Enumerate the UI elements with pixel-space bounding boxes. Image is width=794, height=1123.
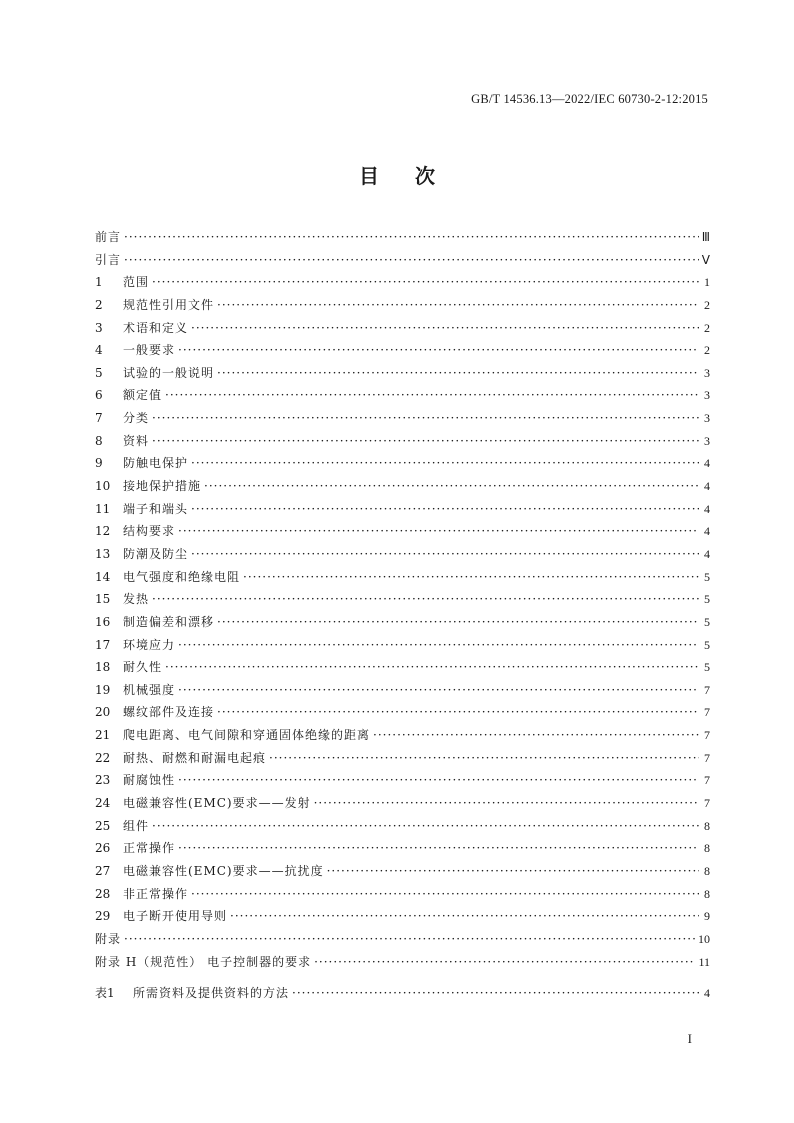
toc-entry-label: 机械强度: [123, 682, 176, 697]
toc-entry[interactable]: [95, 362, 710, 385]
toc-entry[interactable]: [95, 566, 710, 589]
toc-entry-label: 防潮及防尘: [123, 546, 189, 561]
toc-entry-page: 8: [704, 863, 710, 878]
toc-entry-number: 29: [95, 909, 111, 924]
toc-entry[interactable]: [95, 982, 710, 1005]
toc-entry[interactable]: [95, 611, 710, 634]
toc-entry-label: 组件: [123, 818, 150, 833]
toc-entry-number: 14: [95, 569, 111, 584]
toc-entry[interactable]: [95, 634, 710, 657]
toc-leader-dots: [165, 656, 699, 679]
toc-leader-dots: [152, 271, 699, 294]
toc-entry-number: 11: [95, 501, 111, 516]
toc-entry-number: 28: [95, 886, 111, 901]
toc-entry-number: 24: [95, 796, 111, 811]
toc-entry-label: 资料: [123, 433, 150, 448]
toc-entry-page: 4: [704, 546, 710, 561]
toc-leader-dots: [314, 951, 695, 974]
toc-entry-page: 4: [704, 986, 710, 1000]
toc-entry-number: 表1: [95, 986, 115, 1000]
toc-entry-page: 1: [704, 275, 710, 290]
toc-entry[interactable]: [95, 837, 710, 860]
toc-entry[interactable]: [95, 905, 710, 928]
toc-entry-page: 8: [704, 818, 710, 833]
toc-entry-label: 接地保护措施: [123, 479, 202, 494]
toc-entry-label: 爬电距离、电气间隙和穿通固体绝缘的距离: [123, 728, 371, 743]
toc-entry[interactable]: [95, 226, 710, 249]
toc-entry-page: 9: [704, 909, 710, 924]
toc-entry-label: 耐腐蚀性: [123, 773, 176, 788]
toc-leader-dots: [152, 407, 699, 430]
toc-entry-label: 发热: [123, 592, 150, 607]
toc-entry-number: 20: [95, 705, 111, 720]
toc-entry-page: 2: [704, 320, 710, 335]
toc-leader-dots: [217, 701, 699, 724]
toc-entry[interactable]: [95, 792, 710, 815]
toc-entry[interactable]: [95, 407, 710, 430]
toc-leader-dots: [204, 475, 699, 498]
toc-entry-page: 3: [704, 411, 710, 426]
toc-entry-page: Ⅴ: [701, 252, 710, 267]
toc-entry-number: 27: [95, 863, 111, 878]
toc-leader-dots: [191, 883, 699, 906]
toc-entry-label: 环境应力: [123, 637, 176, 652]
toc-leader-dots: [178, 520, 699, 543]
toc-entry-label: 正常操作: [123, 841, 176, 856]
toc-entry[interactable]: [95, 543, 710, 566]
toc-entry-label: 一般要求: [123, 343, 176, 358]
toc-leader-dots: [191, 452, 699, 475]
toc-entry-page: 11: [698, 954, 710, 969]
toc-entry[interactable]: [95, 860, 710, 883]
toc-entry-label: 电气强度和绝缘电阻: [123, 569, 241, 584]
page-title: 目次: [359, 164, 471, 188]
toc-entry-number: 2: [95, 297, 103, 312]
toc-entry-page: 5: [704, 569, 710, 584]
toc-entry[interactable]: [95, 498, 710, 521]
standard-code-header: GB/T 14536.13—2022/IEC 60730-2-12:2015: [471, 92, 708, 106]
toc-leader-dots: [165, 384, 699, 407]
toc-entry[interactable]: [95, 475, 710, 498]
toc-leader-dots: [217, 611, 699, 634]
toc-entry-number: 13: [95, 546, 111, 561]
toc-entry-label: 引言: [95, 252, 122, 267]
toc-entry-number: 10: [95, 479, 111, 494]
toc-entry[interactable]: [95, 883, 710, 906]
toc-leader-dots: [217, 294, 699, 317]
toc-leader-dots: [191, 317, 699, 340]
toc-leader-dots: [243, 566, 699, 589]
table-of-contents: [95, 226, 710, 973]
toc-entry[interactable]: [95, 294, 710, 317]
toc-leader-dots: [124, 928, 695, 951]
toc-entry-page: 8: [704, 886, 710, 901]
toc-entry-page: Ⅲ: [701, 230, 710, 244]
toc-entry-page: 4: [704, 501, 710, 516]
toc-entry-label: 试验的一般说明: [123, 365, 215, 380]
toc-leader-dots: [191, 543, 699, 566]
toc-entry-number: 17: [95, 637, 111, 652]
toc-entry[interactable]: [95, 520, 710, 543]
toc-entry-label: 非正常操作: [123, 886, 189, 901]
toc-entry-label: 电磁兼容性(EMC)要求——抗扰度: [123, 863, 324, 878]
toc-entry-page: 7: [704, 705, 710, 720]
toc-entry-label: 附录: [95, 931, 122, 946]
toc-entry-page: 7: [704, 796, 710, 811]
toc-entry-label: 附录 H（规范性） 电子控制器的要求: [95, 954, 312, 969]
toc-entry-page: 5: [704, 614, 710, 629]
toc-entry-number: 19: [95, 682, 111, 697]
toc-entry-number: 7: [95, 411, 103, 426]
toc-leader-dots: [124, 249, 699, 272]
toc-entry-label: 前言: [95, 230, 122, 244]
toc-leader-dots: [230, 905, 699, 928]
toc-entry[interactable]: [95, 249, 710, 272]
toc-leader-dots: [292, 982, 699, 1005]
toc-entry-label: 耐热、耐燃和耐漏电起痕: [123, 750, 267, 765]
toc-entry[interactable]: [95, 452, 710, 475]
toc-entry-label: 规范性引用文件: [123, 297, 215, 312]
toc-entry[interactable]: [95, 747, 710, 770]
toc-entry-number: 25: [95, 818, 111, 833]
toc-entry-label: 端子和端头: [123, 501, 189, 516]
toc-entry-page: 5: [704, 592, 710, 607]
toc-leader-dots: [152, 588, 699, 611]
toc-entry[interactable]: [95, 656, 710, 679]
toc-entry-number: 9: [95, 456, 103, 471]
toc-entry-label: 耐久性: [123, 660, 163, 675]
toc-entry-page: 4: [704, 456, 710, 471]
toc-leader-dots: [178, 679, 699, 702]
page-number: I: [687, 1031, 692, 1046]
toc-entry[interactable]: [95, 928, 710, 951]
toc-entry-number: 6: [95, 388, 103, 403]
toc-entry[interactable]: [95, 701, 710, 724]
toc-leader-dots: [269, 747, 699, 770]
toc-entry[interactable]: [95, 951, 710, 974]
toc-entry[interactable]: [95, 679, 710, 702]
toc-entry[interactable]: [95, 271, 710, 294]
toc-entry-page: 4: [704, 479, 710, 494]
toc-leader-dots: [314, 792, 699, 815]
toc-entry-label: 制造偏差和漂移: [123, 614, 215, 629]
toc-entry-label: 额定值: [123, 388, 163, 403]
toc-entry-page: 5: [704, 660, 710, 675]
toc-entry-page: 8: [704, 841, 710, 856]
toc-entry-number: 8: [95, 433, 103, 448]
toc-entry-label: 电磁兼容性(EMC)要求——发射: [123, 796, 311, 811]
toc-entry-number: 3: [95, 320, 103, 335]
toc-entry-page: 5: [704, 637, 710, 652]
toc-entry-number: 15: [95, 592, 111, 607]
toc-entry-number: 4: [95, 343, 103, 358]
toc-entry-number: 1: [95, 275, 103, 290]
toc-entry-page: 2: [704, 297, 710, 312]
toc-entry[interactable]: [95, 769, 710, 792]
toc-entry-number: 23: [95, 773, 111, 788]
toc-entry-page: 7: [704, 728, 710, 743]
toc-entry[interactable]: [95, 815, 710, 838]
toc-entry[interactable]: [95, 430, 710, 453]
toc-leader-dots: [217, 362, 699, 385]
toc-entry-page: 2: [704, 343, 710, 358]
toc-entry[interactable]: [95, 317, 710, 340]
toc-leader-dots: [327, 860, 699, 883]
toc-entry-page: 3: [704, 433, 710, 448]
toc-leader-dots: [373, 724, 699, 747]
toc-entry-label: 分类: [123, 411, 150, 426]
toc-entry-page: 10: [698, 931, 710, 946]
toc-leader-dots: [178, 339, 699, 362]
toc-entry-page: 7: [704, 773, 710, 788]
toc-leader-dots: [178, 837, 699, 860]
toc-leader-dots: [191, 498, 699, 521]
toc-entry-label: 术语和定义: [123, 320, 189, 335]
toc-entry-number: 21: [95, 728, 111, 743]
toc-leader-dots: [152, 430, 699, 453]
toc-entry-page: 7: [704, 750, 710, 765]
toc-entry-number: 22: [95, 750, 111, 765]
toc-entry-number: 16: [95, 614, 111, 629]
toc-entry-page: 4: [704, 524, 710, 539]
toc-entry-number: 26: [95, 841, 111, 856]
toc-leader-dots: [152, 815, 699, 838]
toc-entry-label: 结构要求: [123, 524, 176, 539]
toc-entry-label: 防触电保护: [123, 456, 189, 471]
toc-entry-page: 3: [704, 365, 710, 380]
toc-entry-number: 18: [95, 660, 111, 675]
toc-entry-number: 12: [95, 524, 111, 539]
toc-leader-dots: [124, 226, 699, 249]
toc-entry-label: 范围: [123, 275, 150, 290]
toc-entry[interactable]: [95, 384, 710, 407]
toc-entry[interactable]: [95, 588, 710, 611]
toc-entry[interactable]: [95, 724, 710, 747]
toc-entry-label: 所需资料及提供资料的方法: [133, 986, 290, 1000]
list-of-tables: [95, 982, 710, 1005]
toc-entry-number: 5: [95, 365, 103, 380]
toc-leader-dots: [178, 769, 699, 792]
toc-entry-label: 电子断开使用导则: [123, 909, 228, 924]
toc-leader-dots: [178, 634, 699, 657]
toc-entry[interactable]: [95, 339, 710, 362]
toc-entry-page: 7: [704, 682, 710, 697]
toc-entry-page: 3: [704, 388, 710, 403]
toc-entry-label: 螺纹部件及连接: [123, 705, 215, 720]
